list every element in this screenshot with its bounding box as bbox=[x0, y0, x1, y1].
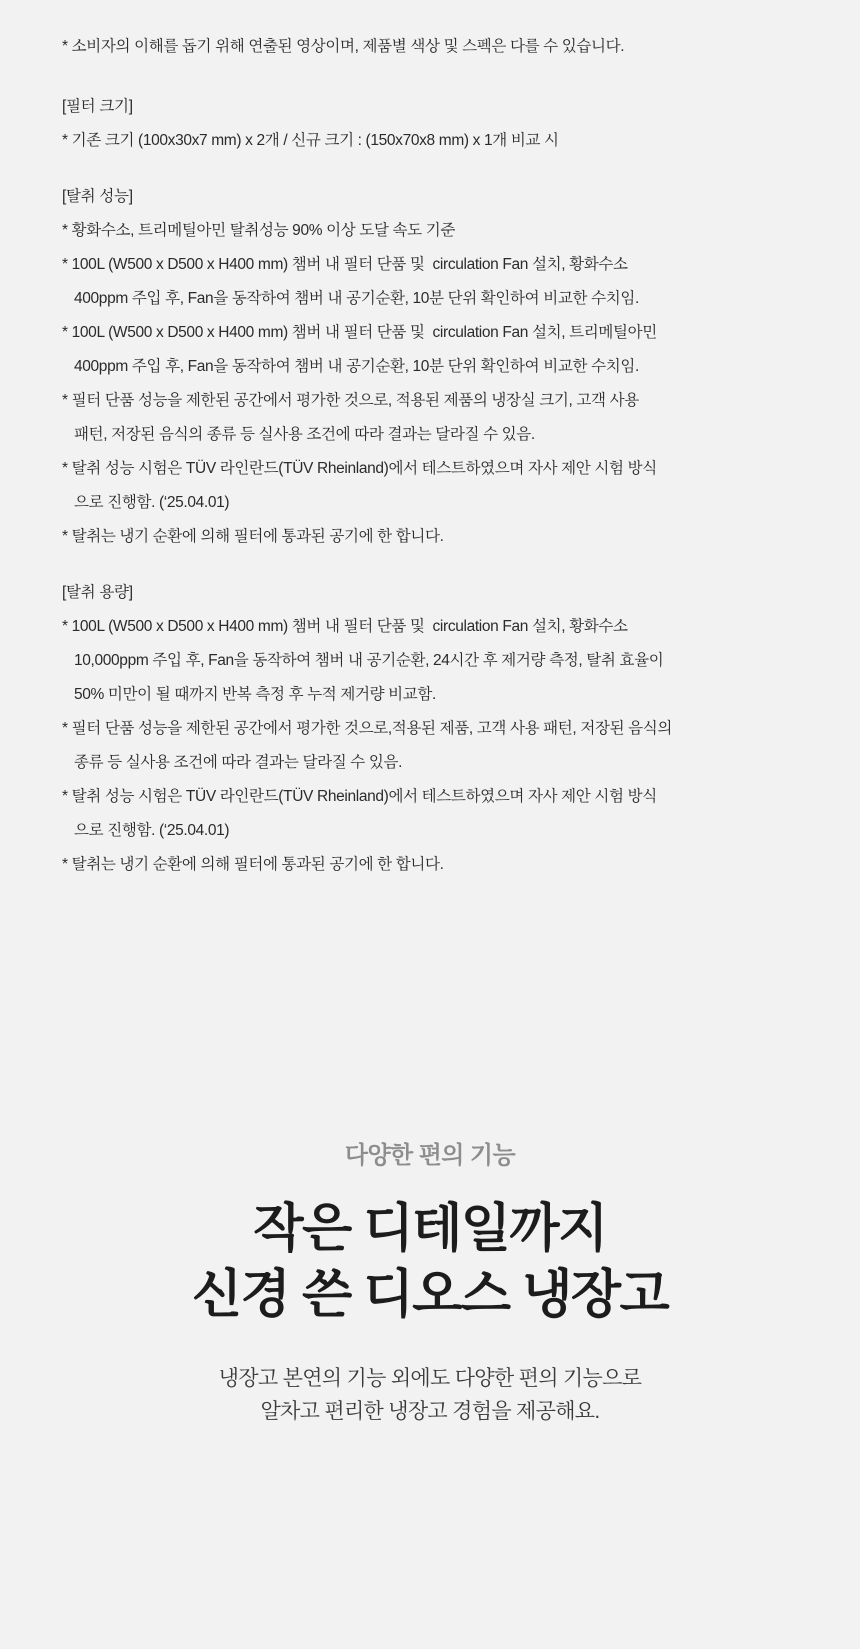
note-line: * 황화수소, 트리메틸아민 탈취성능 90% 이상 도달 속도 기준 bbox=[62, 222, 455, 239]
hero-section bbox=[0, 1140, 860, 1428]
note-line: * 기존 크기 (100x30x7 mm) x 2개 / 신규 크기 : (150x70x8 mm) x 1개 비교 시 bbox=[62, 132, 559, 149]
note-line: * 탈취 성능 시험은 TÜV 라인란드(TÜV Rheinland)에서 테스트하였으며 자사 제안 시험 방식 bbox=[62, 460, 657, 477]
note-line-continuation: 10,000ppm 주입 후, Fan을 동작하여 챔버 내 공기순환, 24시간 후 제거량 측정, 탈취 효율이 bbox=[74, 652, 664, 669]
hero-subtitle-line-2: 알차고 편리한 냉장고 경험을 제공해요. bbox=[260, 1399, 600, 1423]
note-line: * 100L (W500 x D500 x H400 mm) 챔버 내 필터 단품 및 circulation Fan 설치, 황화수소 bbox=[62, 618, 628, 635]
note-line-continuation: 패턴, 저장된 음식의 종류 등 실사용 조건에 따라 결과는 달라질 수 있음. bbox=[74, 426, 535, 443]
note-line-continuation: 으로 진행함. (‘25.04.01) bbox=[74, 494, 230, 511]
note-line: * 100L (W500 x D500 x H400 mm) 챔버 내 필터 단품 및 circulation Fan 설치, 트리메틸아민 bbox=[62, 324, 657, 341]
intro-disclaimer: * 소비자의 이해를 돕기 위해 연출된 영상이며, 제품별 색상 및 스펙은 다를 수 있습니다. bbox=[62, 38, 625, 55]
note-line: * 탈취 성능 시험은 TÜV 라인란드(TÜV Rheinland)에서 테스트하였으며 자사 제안 시험 방식 bbox=[62, 788, 657, 805]
note-group-title: [필터 크기] bbox=[62, 98, 133, 115]
note-group-title: [탈취 용량] bbox=[62, 584, 133, 601]
note-line-continuation: 종류 등 실사용 조건에 따라 결과는 달라질 수 있음. bbox=[74, 754, 403, 771]
note-line: * 필터 단품 성능을 제한된 공간에서 평가한 것으로, 적용된 제품의 냉장실 크기, 고객 사용 bbox=[62, 392, 639, 409]
hero-subtitle bbox=[0, 1363, 860, 1428]
note-line: * 100L (W500 x D500 x H400 mm) 챔버 내 필터 단품 및 circulation Fan 설치, 황화수소 bbox=[62, 256, 628, 273]
note-group-deodorizing-performance bbox=[62, 180, 802, 554]
note-line-continuation: 400ppm 주입 후, Fan을 동작하여 챔버 내 공기순환, 10분 단위 확인하여 비교한 수치임. bbox=[74, 358, 639, 375]
spacer bbox=[62, 64, 802, 90]
note-line-continuation: 으로 진행함. (‘25.04.01) bbox=[74, 822, 230, 839]
hero-title-line-2: 신경 쓴 디오스 냉장고 bbox=[191, 1265, 669, 1324]
hero-title-line-1: 작은 디테일까지 bbox=[253, 1200, 607, 1259]
note-line: * 탈취는 냉기 순환에 의해 필터에 통과된 공기에 한 합니다. bbox=[62, 856, 444, 873]
hero-subtitle-line-1: 냉장고 본연의 기능 외에도 다양한 편의 기능으로 bbox=[218, 1367, 642, 1391]
footnotes-section bbox=[62, 30, 802, 882]
note-line: * 탈취는 냉기 순환에 의해 필터에 통과된 공기에 한 합니다. bbox=[62, 528, 444, 545]
hero-eyebrow: 다양한 편의 기능 bbox=[344, 1142, 516, 1169]
hero-title bbox=[0, 1197, 860, 1328]
note-line: * 필터 단품 성능을 제한된 공간에서 평가한 것으로,적용된 제품, 고객 사용 패턴, 저장된 음식의 bbox=[62, 720, 673, 737]
note-group-title: [탈취 성능] bbox=[62, 188, 133, 205]
note-group-filter-size bbox=[62, 90, 802, 158]
note-group-deodorizing-capacity bbox=[62, 576, 802, 882]
note-line-continuation: 50% 미만이 될 때까지 반복 측정 후 누적 제거량 비교함. bbox=[74, 686, 436, 703]
note-line-continuation: 400ppm 주입 후, Fan을 동작하여 챔버 내 공기순환, 10분 단위 확인하여 비교한 수치임. bbox=[74, 290, 639, 307]
